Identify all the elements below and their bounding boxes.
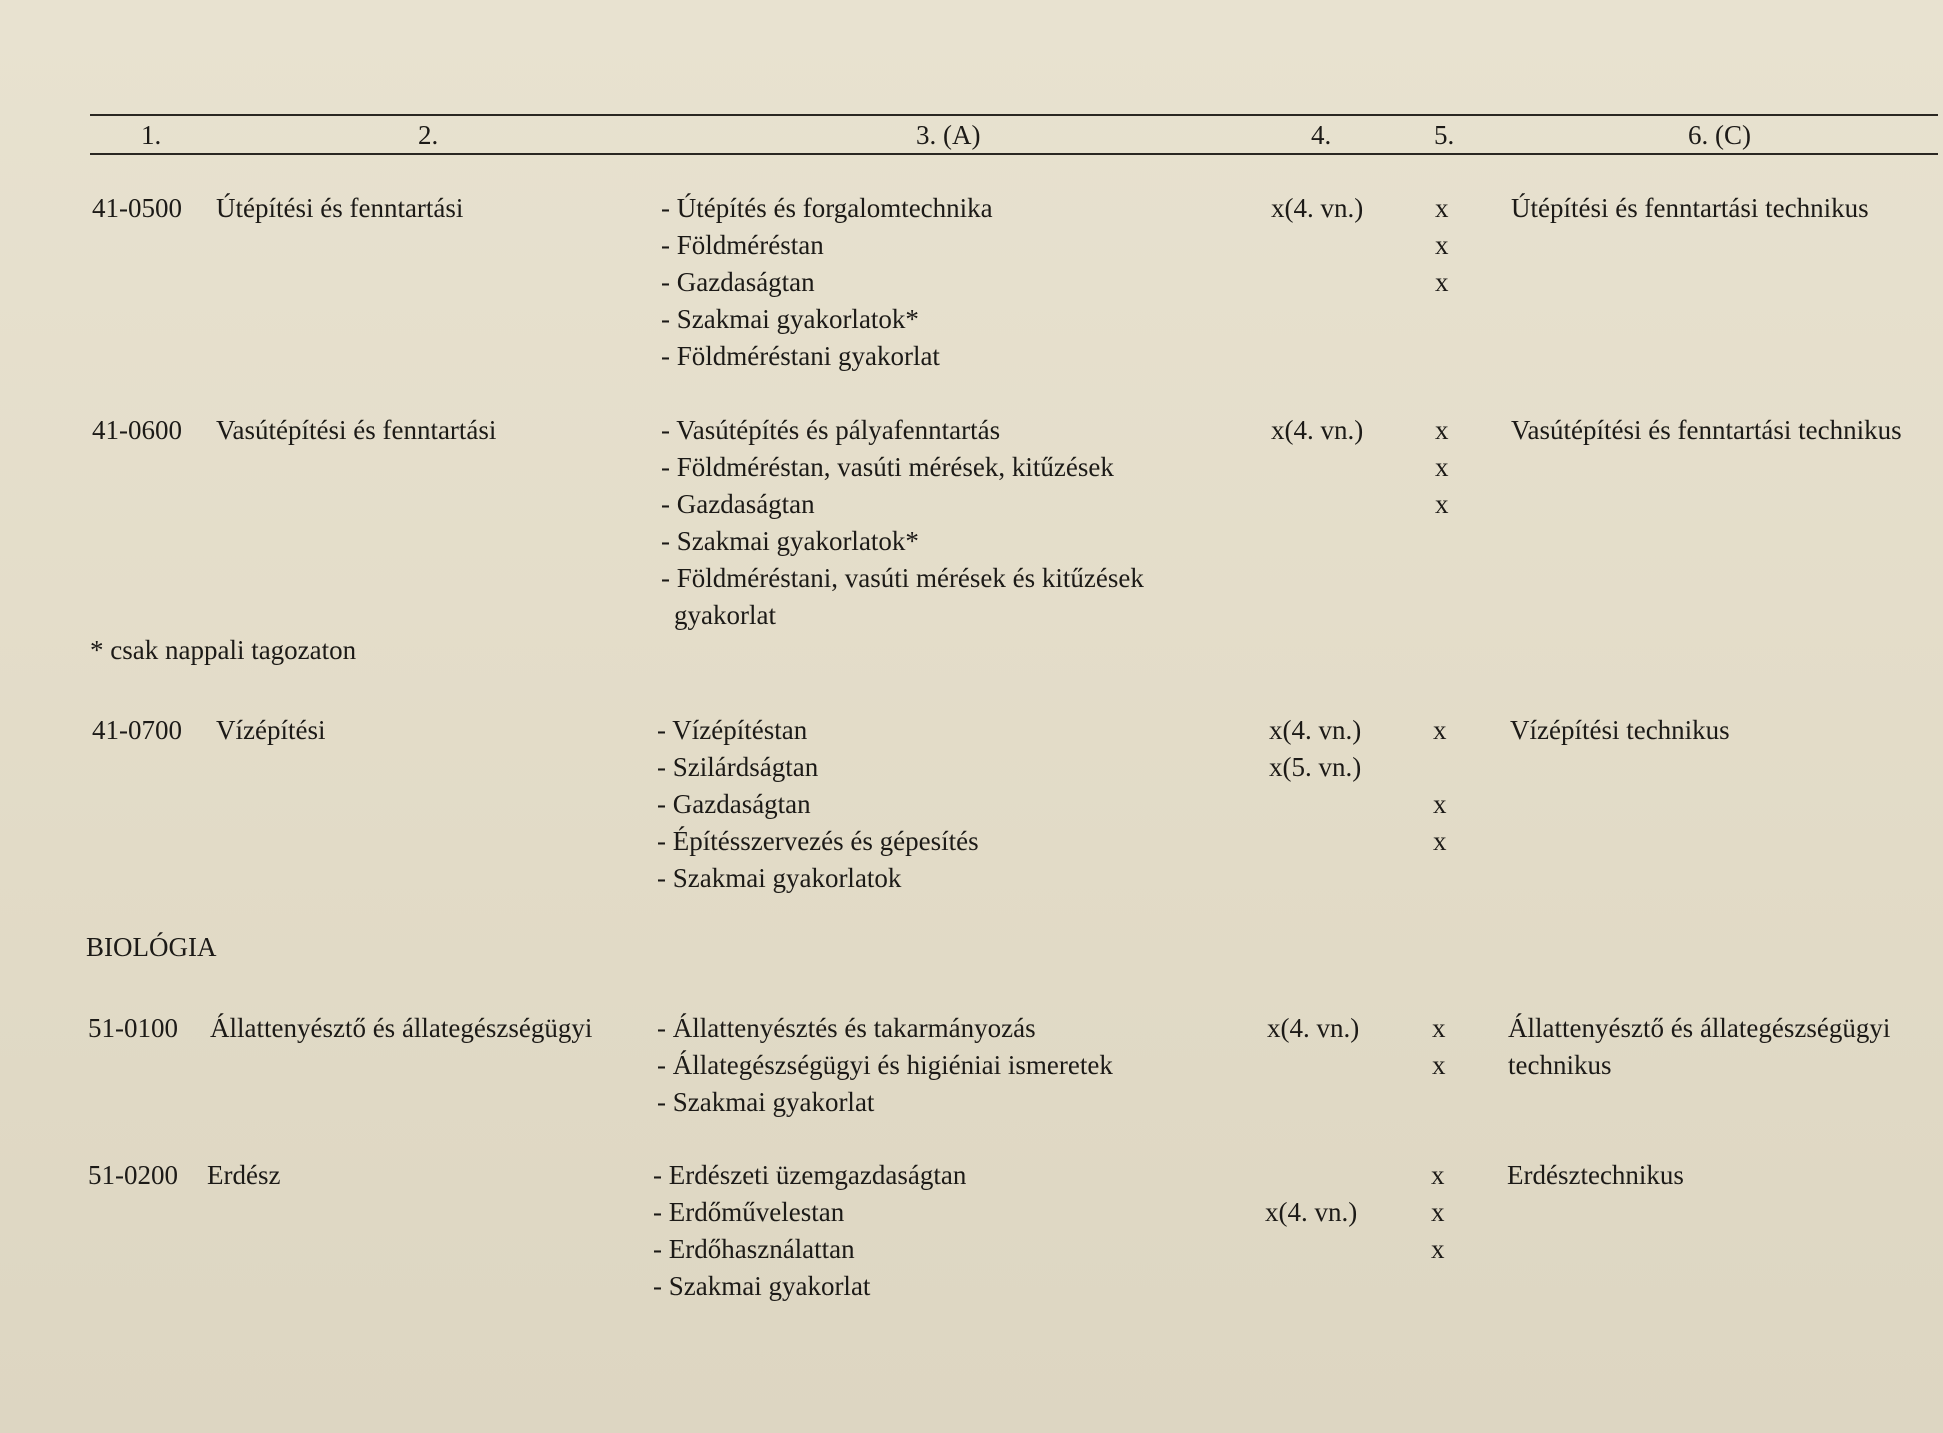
col4-marks bbox=[1271, 190, 1363, 227]
subject-item: - Földméréstan bbox=[661, 230, 824, 260]
column-header-3: 3. (A) bbox=[916, 120, 981, 150]
col5-mark: x bbox=[1435, 267, 1449, 297]
col5-mark: x bbox=[1431, 1160, 1445, 1190]
col4-mark: x(5. vn.) bbox=[1269, 752, 1362, 782]
col5-mark: x bbox=[1435, 230, 1449, 260]
col5-mark: x bbox=[1435, 452, 1449, 482]
subject-list bbox=[661, 190, 993, 375]
qualification-line: Erdésztechnikus bbox=[1507, 1160, 1684, 1190]
col5-mark: x bbox=[1432, 1050, 1446, 1080]
qualification-line: Vízépítési technikus bbox=[1510, 715, 1730, 745]
subject-item: - Szakmai gyakorlat bbox=[657, 1087, 875, 1117]
subject-item: - Földméréstani, vasúti mérések és kitűzések bbox=[661, 563, 1144, 593]
col4-mark bbox=[1265, 1157, 1357, 1194]
col5-mark: x bbox=[1435, 489, 1449, 519]
program-name: Állattenyésztő és állategészségügyi bbox=[210, 1013, 593, 1043]
column-header-5: 5. bbox=[1434, 120, 1455, 150]
program-code: 41-0700 bbox=[92, 715, 182, 745]
qualification bbox=[1511, 412, 1902, 449]
subject-item: - Erdőhasználattan bbox=[653, 1234, 855, 1264]
col5-mark: x bbox=[1435, 193, 1449, 223]
qualification bbox=[1510, 712, 1730, 749]
subject-item: - Állategészségügyi és higiéniai ismeretek bbox=[657, 1050, 1113, 1080]
qualification-line: Vasútépítési és fenntartási technikus bbox=[1511, 415, 1902, 445]
section-heading: BIOLÓGIA bbox=[86, 932, 217, 962]
col4-mark: x(4. vn.) bbox=[1271, 415, 1364, 445]
col4-mark: x(4. vn.) bbox=[1271, 193, 1364, 223]
program-name: Útépítési és fenntartási bbox=[216, 193, 464, 223]
column-header-4: 4. bbox=[1311, 120, 1332, 150]
subject-item: - Útépítés és forgalomtechnika bbox=[661, 193, 993, 223]
col5-marks bbox=[1432, 1010, 1446, 1084]
column-header-6: 6. (C) bbox=[1688, 120, 1751, 150]
col4-mark: x(4. vn.) bbox=[1265, 1197, 1358, 1227]
program-name: Erdész bbox=[207, 1160, 281, 1190]
col5-mark: x bbox=[1435, 415, 1449, 445]
subject-item: - Építésszervezés és gépesítés bbox=[657, 826, 979, 856]
subject-item: - Vízépítéstan bbox=[657, 715, 808, 745]
subject-list bbox=[657, 1010, 1113, 1121]
qualification-line: technikus bbox=[1508, 1050, 1612, 1080]
program-code: 51-0200 bbox=[88, 1160, 178, 1190]
col5-mark: x bbox=[1431, 1234, 1445, 1264]
col5-mark: x bbox=[1433, 789, 1447, 819]
col5-mark: x bbox=[1432, 1013, 1446, 1043]
subject-list bbox=[661, 412, 1144, 634]
subject-item: - Szilárdságtan bbox=[657, 752, 819, 782]
subject-item: - Állattenyésztés és takarmányozás bbox=[657, 1013, 1036, 1043]
qualification-line: Útépítési és fenntartási technikus bbox=[1511, 193, 1869, 223]
qualification bbox=[1507, 1157, 1684, 1194]
program-code: 41-0600 bbox=[92, 415, 182, 445]
subject-item: - Gazdaságtan bbox=[657, 789, 811, 819]
col4-mark: x(4. vn.) bbox=[1269, 715, 1362, 745]
subject-item: - Vasútépítés és pályafenntartás bbox=[661, 415, 1001, 445]
footnote: * csak nappali tagozaton bbox=[90, 635, 357, 665]
subject-item: - Gazdaságtan bbox=[661, 489, 815, 519]
col4-mark: x(4. vn.) bbox=[1267, 1013, 1360, 1043]
subject-list bbox=[653, 1157, 966, 1305]
subject-item: - Erdészeti üzemgazdaságtan bbox=[653, 1160, 967, 1190]
col4-marks bbox=[1267, 1010, 1359, 1047]
header-bottom-rule bbox=[90, 153, 1938, 155]
subject-item: - Földméréstani gyakorlat bbox=[661, 341, 940, 371]
col5-marks bbox=[1435, 412, 1449, 523]
column-header-1: 1. bbox=[141, 120, 162, 150]
col4-marks bbox=[1271, 412, 1363, 449]
qualification-line: Állattenyésztő és állategészségügyi bbox=[1508, 1013, 1891, 1043]
subject-item: - Szakmai gyakorlatok* bbox=[661, 304, 919, 334]
qualification bbox=[1508, 1010, 1890, 1084]
col4-marks bbox=[1265, 1157, 1357, 1231]
subject-item: - Gazdaságtan bbox=[661, 267, 815, 297]
subject-item: gyakorlat bbox=[674, 600, 776, 630]
subject-item: - Földméréstan, vasúti mérések, kitűzések bbox=[661, 452, 1114, 482]
col5-marks bbox=[1431, 1157, 1445, 1268]
col5-mark: x bbox=[1431, 1197, 1445, 1227]
subject-list bbox=[657, 712, 979, 897]
column-header-2: 2. bbox=[418, 120, 439, 150]
subject-item: - Erdőművelestan bbox=[653, 1197, 845, 1227]
program-code: 51-0100 bbox=[88, 1013, 178, 1043]
col5-mark: x bbox=[1433, 715, 1447, 745]
subject-item: - Szakmai gyakorlatok bbox=[657, 863, 902, 893]
qualification bbox=[1511, 190, 1869, 227]
program-name: Vízépítési bbox=[216, 715, 326, 745]
col5-marks bbox=[1433, 712, 1447, 860]
header-top-rule bbox=[90, 114, 1938, 116]
subject-item: - Szakmai gyakorlat bbox=[653, 1271, 871, 1301]
col5-mark: x bbox=[1433, 826, 1447, 856]
program-name: Vasútépítési és fenntartási bbox=[216, 415, 497, 445]
col5-marks bbox=[1435, 190, 1449, 301]
program-code: 41-0500 bbox=[92, 193, 182, 223]
col5-mark bbox=[1433, 749, 1447, 786]
col4-marks bbox=[1269, 712, 1361, 786]
subject-item: - Szakmai gyakorlatok* bbox=[661, 526, 919, 556]
